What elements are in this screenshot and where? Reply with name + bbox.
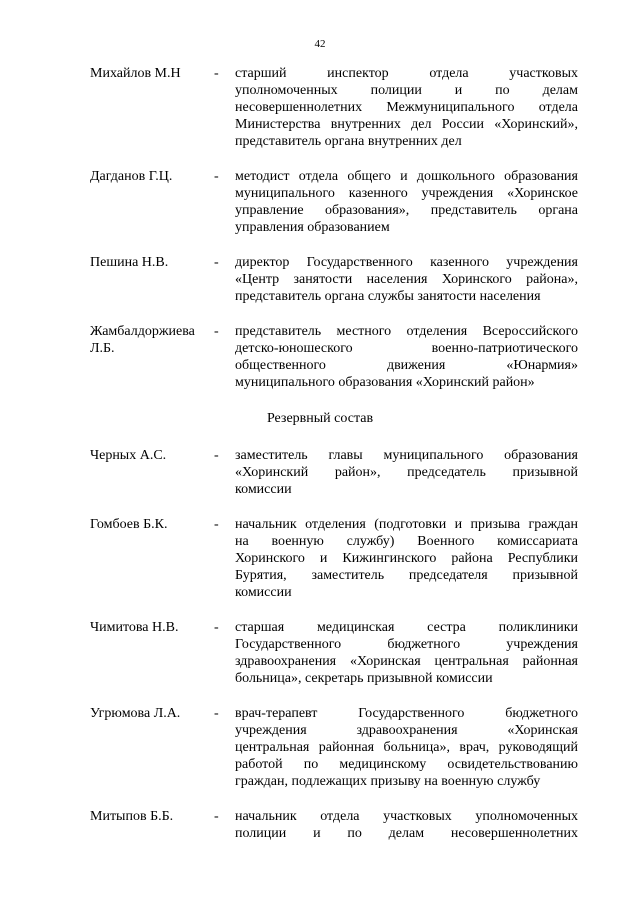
- description-line: заместитель главы муниципального образования: [235, 448, 578, 463]
- description-line: общественного движения «Юнармия»: [235, 358, 578, 373]
- member-name: Гомбоев Б.К.: [90, 517, 168, 532]
- section-heading-reserve: Резервный состав: [266, 411, 374, 426]
- description-line: комиссии: [235, 482, 292, 497]
- dash-separator: -: [214, 324, 219, 339]
- description-line: Министерства внутренних дел России «Хоринский»,: [235, 117, 578, 132]
- member-description: [235, 447, 578, 498]
- dash-separator: -: [214, 809, 219, 824]
- dash-separator: -: [214, 66, 219, 81]
- description-line: начальник отдела участковых уполномоченных: [235, 809, 578, 824]
- member-description: [235, 516, 578, 601]
- member-name: Жамбалдоржиева Л.Б.: [90, 324, 195, 356]
- description-line: комиссии: [235, 585, 292, 600]
- description-line: полиции и по делам несовершеннолетних: [235, 826, 578, 841]
- description-line: учреждения здравоохранения «Хоринская: [235, 723, 578, 738]
- dash-separator: -: [214, 517, 219, 532]
- description-line: центральная районная больница», врач, руководящий: [235, 740, 578, 755]
- description-line: уполномоченных полиции и по делам: [235, 83, 578, 98]
- member-name: Михайлов М.Н: [90, 66, 181, 81]
- description-line: детско-юношеского военно-патриотического: [235, 341, 578, 356]
- description-line: граждан, подлежащих призыву на военную службу: [235, 774, 541, 789]
- description-line: Государственного бюджетного учреждения: [235, 637, 578, 652]
- member-description: [235, 65, 578, 150]
- member-name: Черных А.С.: [90, 448, 167, 463]
- member-description: [235, 254, 578, 305]
- member-description: [235, 808, 578, 842]
- description-line: представитель органа службы занятости населения: [235, 289, 541, 304]
- page-number: 42: [314, 38, 326, 50]
- description-line: директор Государственного казенного учреждения: [235, 255, 578, 270]
- dash-separator: -: [214, 448, 219, 463]
- description-line: врач-терапевт Государственного бюджетного: [235, 706, 578, 721]
- member-name: Дагданов Г.Ц.: [90, 169, 173, 184]
- description-line: начальник отделения (подготовки и призыва граждан: [235, 517, 578, 532]
- description-line: представитель местного отделения Всероссийского: [235, 324, 578, 339]
- dash-separator: -: [214, 706, 219, 721]
- description-line: представитель органа внутренних дел: [235, 134, 462, 149]
- member-name: Митыпов Б.Б.: [90, 809, 174, 824]
- description-line: управление образования», представитель органа: [235, 203, 578, 218]
- description-line: «Центр занятости населения Хоринского района»,: [235, 272, 578, 287]
- description-line: Бурятия, заместитель председателя призывной: [235, 568, 578, 583]
- member-description: [235, 168, 578, 236]
- member-description: [235, 619, 578, 687]
- description-line: на военную службу) Военного комиссариата: [235, 534, 578, 549]
- dash-separator: -: [214, 169, 219, 184]
- description-line: работой по медицинскому освидетельствованию: [235, 757, 578, 772]
- member-name: Угрюмова Л.А.: [90, 706, 181, 721]
- member-name: Чимитова Н.В.: [90, 620, 179, 635]
- member-name: Пешина Н.В.: [90, 255, 169, 270]
- description-line: Хоринского и Кижингинского района Республики: [235, 551, 578, 566]
- description-line: муниципального образования «Хоринский район»: [235, 375, 535, 390]
- dash-separator: -: [214, 620, 219, 635]
- description-line: муниципального казенного учреждения «Хоринское: [235, 186, 578, 201]
- description-line: несовершеннолетних Межмуниципального отдела: [235, 100, 578, 115]
- description-line: «Хоринский район», председатель призывной: [235, 465, 578, 480]
- description-line: методист отдела общего и дошкольного образования: [235, 169, 578, 184]
- description-line: управления образованием: [235, 220, 390, 235]
- description-line: старший инспектор отдела участковых: [235, 66, 578, 81]
- description-line: больница», секретарь призывной комиссии: [235, 671, 493, 686]
- description-line: здравоохранения «Хоринская центральная районная: [235, 654, 578, 669]
- member-description: [235, 323, 578, 391]
- dash-separator: -: [214, 255, 219, 270]
- description-line: старшая медицинская сестра поликлиники: [235, 620, 578, 635]
- member-description: [235, 705, 578, 790]
